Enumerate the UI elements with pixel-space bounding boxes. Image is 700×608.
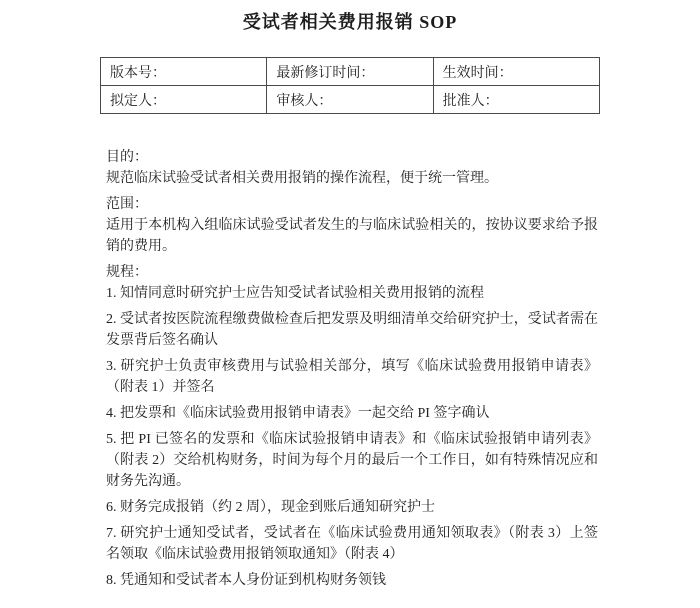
procedure-step: 3. 研究护士负责审核费用与试验相关部分，填写《临床试验费用报销申请表》（附表 1）并签名 [106, 359, 598, 395]
document-body [106, 147, 598, 591]
version-number-cell: 版本号： [101, 58, 267, 86]
scope-text: 适用于本机构入组临床试验受试者发生的与临床试验相关的，按协议要求给予报销的费用。 [106, 218, 598, 254]
table-row [101, 58, 600, 86]
procedure-step: 5. 把 PI 已签名的发票和《临床试验报销申请表》和《临床试验报销申请列表》（附表 2）交给机构财务，时间为每个月的最后一个工作日，如有特殊情况应和财务先沟通。 [106, 432, 598, 489]
drafter-cell: 拟定人： [101, 86, 267, 114]
procedure-step: 7. 研究护士通知受试者，受试者在《临床试验费用通知领取表》（附表 3）上签名领取《临床试验费用报销领取通知》（附表 4） [106, 526, 598, 562]
version-info-table [100, 57, 600, 114]
procedure-step: 8. 凭通知和受试者本人身份证到机构财务领钱 [106, 573, 386, 588]
reviewer-cell: 审核人： [267, 86, 433, 114]
document-title: 受试者相关费用报销 SOP [242, 12, 458, 32]
procedure-step: 2. 受试者按医院流程缴费做检查后把发票及明细清单交给研究护士，受试者需在发票背后签名确认 [106, 312, 598, 348]
approver-cell: 批准人： [433, 86, 599, 114]
table-row [101, 86, 600, 114]
procedure-step: 6. 财务完成报销（约 2 周），现金到账后通知研究护士 [106, 500, 435, 515]
procedure-step: 4. 把发票和《临床试验费用报销申请表》一起交给 PI 签字确认 [106, 406, 490, 421]
scope-heading: 范围： [106, 197, 148, 212]
effective-date-cell: 生效时间： [433, 58, 599, 86]
purpose-heading: 目的： [106, 150, 148, 165]
last-revised-date-cell: 最新修订时间： [267, 58, 433, 86]
procedure-heading: 规程： [106, 265, 148, 280]
procedure-step: 1. 知情同意时研究护士应告知受试者试验相关费用报销的流程 [106, 286, 484, 301]
purpose-text: 规范临床试验受试者相关费用报销的操作流程，便于统一管理。 [106, 171, 498, 186]
